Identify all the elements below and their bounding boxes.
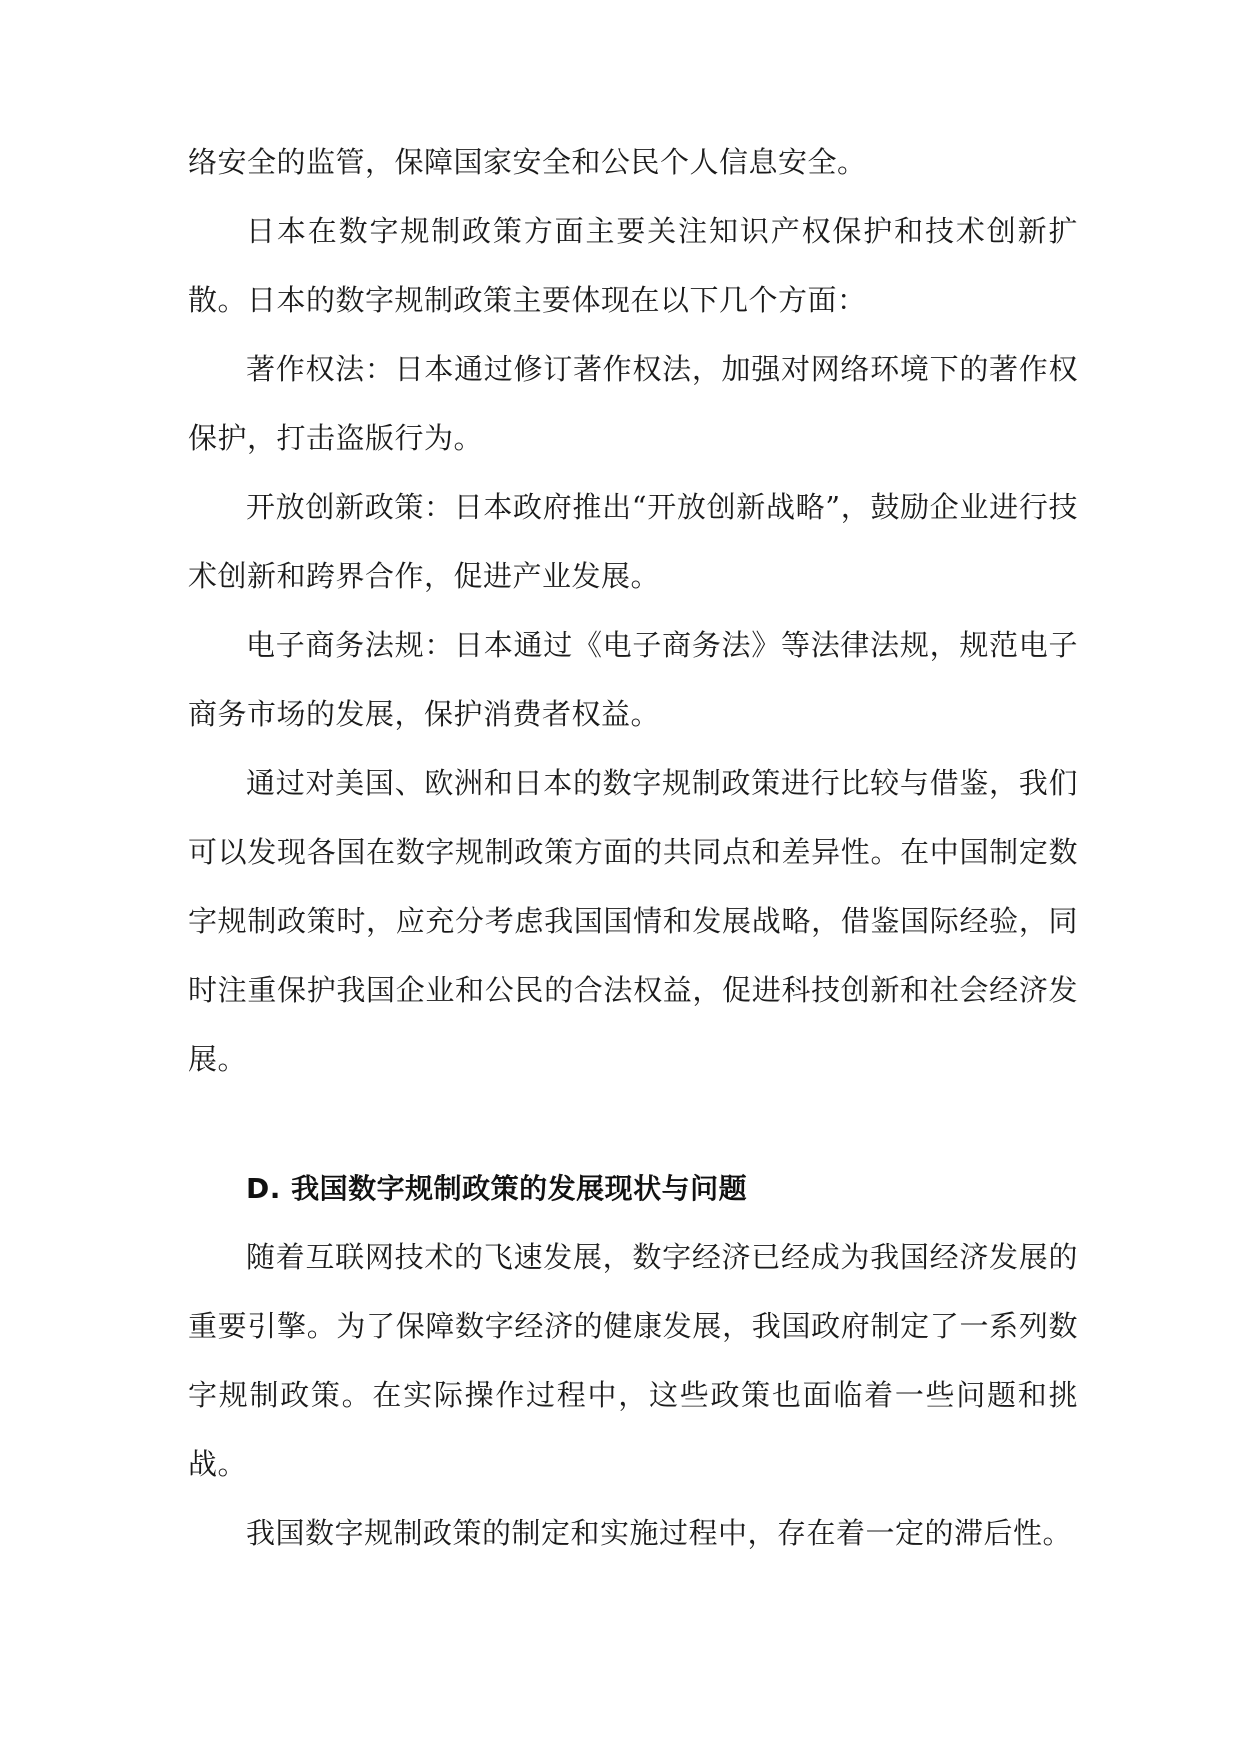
paragraph-ecommerce-law: 电子商务法规：日本通过《电子商务法》等法律法规，规范电子商务市场的发展，保护消费者权益。 xyxy=(188,628,1078,731)
paragraph-open-innovation: 开放创新政策：日本政府推出“开放创新战略”，鼓励企业进行技术创新和跨界合作，促进产业发展。 xyxy=(188,490,1078,593)
paragraph-continuation: 络安全的监管，保障国家安全和公民个人信息安全。 xyxy=(188,145,867,179)
paragraph-japan-intro: 日本在数字规制政策方面主要关注知识产权保护和技术创新扩散。日本的数字规制政策主要体现在以下几个方面： xyxy=(188,214,1078,317)
body-text xyxy=(188,128,1078,1568)
paragraph-lag-issue: 我国数字规制政策的制定和实施过程中，存在着一定的滞后性。 xyxy=(246,1516,1073,1550)
section-heading: D. 我国数字规制政策的发展现状与问题 xyxy=(246,1172,748,1205)
paragraph-comparison: 通过对美国、欧洲和日本的数字规制政策进行比较与借鉴，我们可以发现各国在数字规制政策方面的共同点和差异性。在中国制定数字规制政策时，应充分考虑我国国情和发展战略，借鉴国际经验，同时注重保护我国企业和公民的合法权益，促进科技创新和社会经济发展。 xyxy=(188,766,1078,1076)
paragraph-section-intro: 随着互联网技术的飞速发展，数字经济已经成为我国经济发展的重要引擎。为了保障数字经济的健康发展，我国政府制定了一系列数字规制政策。在实际操作过程中，这些政策也面临着一些问题和挑战。 xyxy=(188,1240,1078,1481)
paragraph-copyright-law: 著作权法：日本通过修订著作权法，加强对网络环境下的著作权保护，打击盗版行为。 xyxy=(188,352,1078,455)
